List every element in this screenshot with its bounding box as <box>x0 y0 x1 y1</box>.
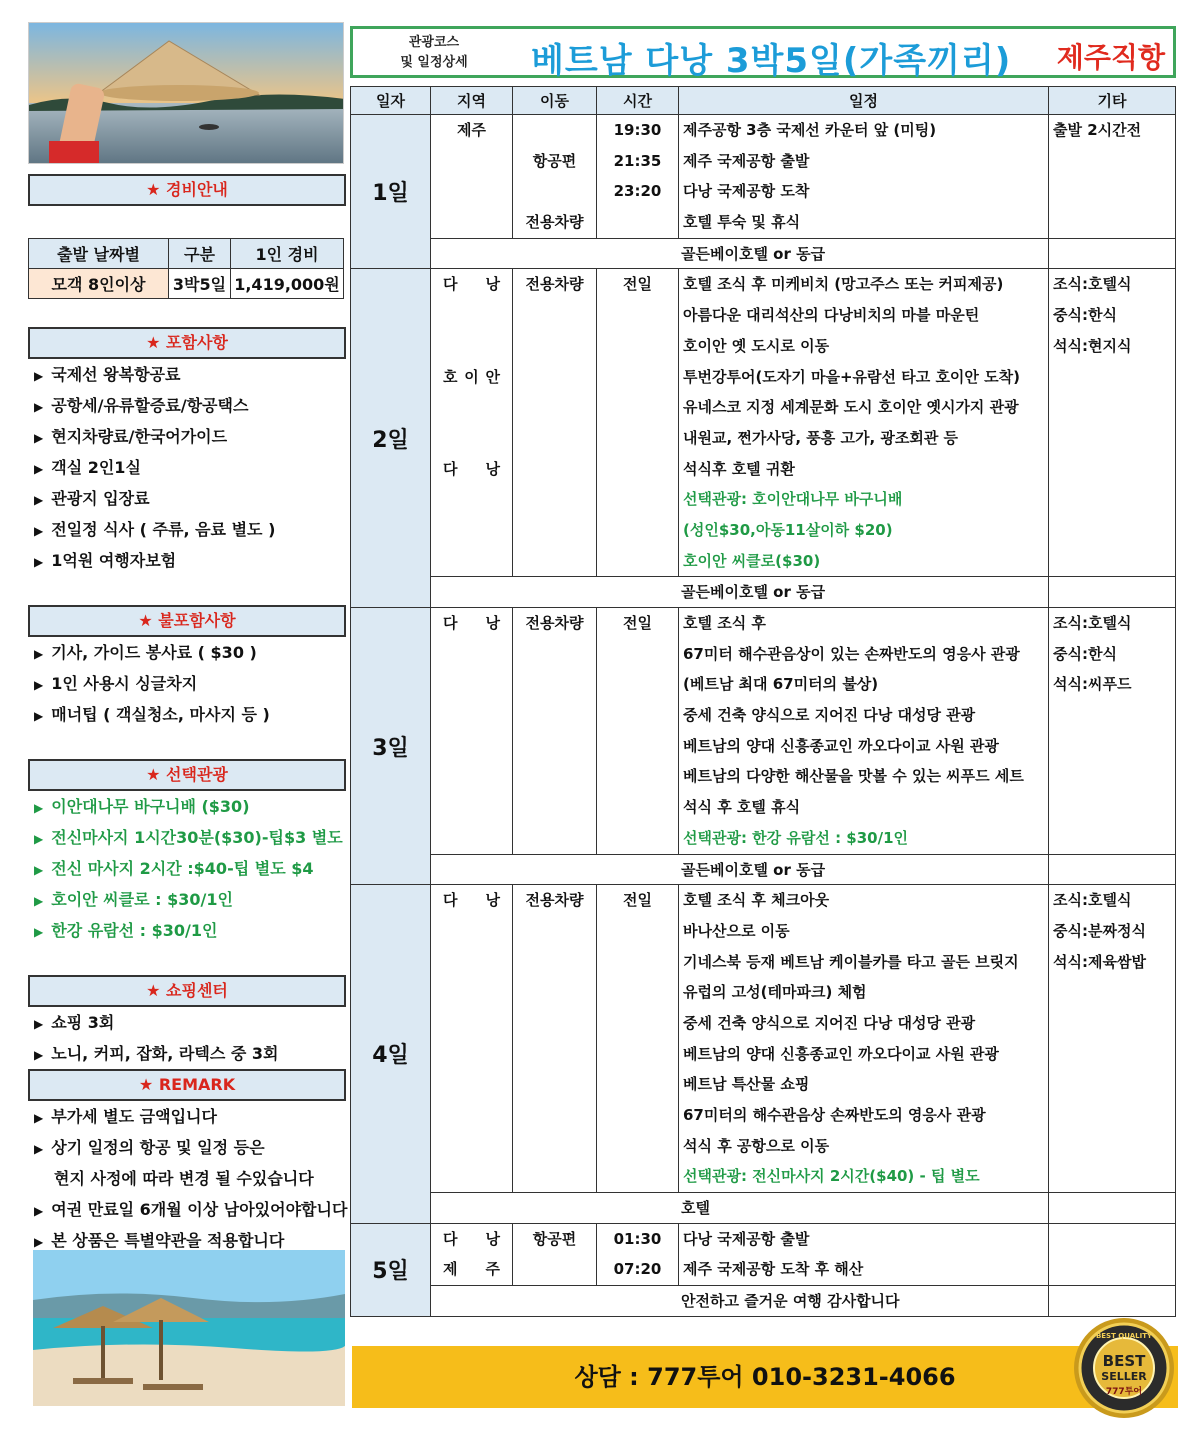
title-banner <box>350 26 1176 81</box>
time-cell <box>597 454 678 485</box>
schedule-cell: 호이안 씨클로($30) <box>683 551 821 570</box>
transport-cell <box>513 300 596 331</box>
column-header-day: 일자 <box>351 87 431 114</box>
schedule-cell: 제주 국제공항 출발 <box>683 151 810 170</box>
hotel-cell: 골든베이호텔 or 동급 <box>431 577 1049 607</box>
excluded-list <box>28 637 346 730</box>
list-item: ▶ 본 상품은 특별약관을 적용합니다 <box>28 1225 346 1256</box>
region-cell <box>431 1131 512 1162</box>
hotel-cell: 안전하고 즐거운 여행 감사합니다 <box>431 1286 1049 1316</box>
time-cell <box>597 207 678 238</box>
etc-cell: 조식:호텔식 <box>1053 275 1132 294</box>
transport-cell <box>513 761 596 792</box>
shopping-section-label: ★ 쇼핑센터 <box>28 975 346 1007</box>
region-cell <box>431 176 512 207</box>
transport-cell: 전용차량 <box>525 275 584 294</box>
time-column <box>597 269 679 576</box>
schedule-cell: 석식후 호텔 귀환 <box>683 459 795 478</box>
region-cell <box>431 1100 512 1131</box>
region-cell <box>431 515 512 546</box>
list-item: ▶ 노니, 커피, 잡화, 라텍스 중 3회 <box>28 1038 346 1069</box>
etc-cell <box>1049 207 1175 238</box>
region-cell <box>431 823 512 854</box>
transport-cell <box>513 792 596 823</box>
schedule-cell: 내원교, 쩐가사당, 풍흥 고가, 광조회관 등 <box>683 428 959 447</box>
optional-section-label: ★ 선택관광 <box>28 759 346 791</box>
region-char: 낭 <box>485 275 500 294</box>
etc-cell <box>1049 761 1175 792</box>
schedule-cell: 다낭 국제공항 출발 <box>683 1229 810 1248</box>
schedule-table <box>350 86 1176 1317</box>
hotel-etc-cell <box>1049 855 1175 885</box>
schedule-cell: 석식 후 공항으로 이동 <box>683 1136 830 1155</box>
time-cell <box>597 639 678 670</box>
list-item: ▶ 상기 일정의 항공 및 일정 등은 <box>28 1132 346 1163</box>
fee-cell-date: 모객 8인이상 <box>29 269 169 299</box>
region-column <box>431 1224 513 1285</box>
time-column <box>597 1224 679 1285</box>
move-column <box>513 269 597 576</box>
region-cell <box>431 792 512 823</box>
schedule-cell: 기네스북 등재 베트남 케이블카를 타고 골든 브릿지 <box>683 952 1019 971</box>
list-item: ▶ 현지차량료/한국어가이드 <box>28 421 346 452</box>
transport-cell <box>513 115 596 146</box>
transport-cell <box>513 977 596 1008</box>
etc-cell <box>1049 792 1175 823</box>
region-char: 제 <box>443 1260 458 1279</box>
time-cell <box>597 331 678 362</box>
hotel-cell: 호텔 <box>431 1193 1049 1223</box>
schedule-cell: 투번강투어(도자기 마을+유람선 타고 호이안 도착) <box>683 367 1020 386</box>
transport-cell <box>513 1254 596 1285</box>
schedule-cell: 호텔 조식 후 <box>683 614 766 632</box>
schedule-cell: 중세 건축 양식으로 지어진 다낭 대성당 관광 <box>683 1013 976 1032</box>
badge-ring-text: BEST QUALITY <box>1095 1332 1153 1340</box>
region-cell <box>431 1161 512 1192</box>
time-cell <box>597 1008 678 1039</box>
transport-cell: 항공편 <box>532 1229 577 1248</box>
list-item: ▶ 객실 2인1실 <box>28 452 346 483</box>
time-cell <box>597 362 678 393</box>
region-column <box>431 115 513 238</box>
region-cell <box>431 700 512 731</box>
time-cell <box>597 761 678 792</box>
fee-cell-price: 1,419,000원 <box>231 269 344 299</box>
beach-photo <box>33 1250 345 1406</box>
region-cell <box>431 947 512 978</box>
etc-cell <box>1049 484 1175 515</box>
banner-subtitle <box>375 33 493 73</box>
etc-column <box>1049 1224 1175 1285</box>
schedule-cell: 베트남의 양대 신흥종교인 까오다이교 사원 관광 <box>683 736 999 755</box>
list-item: ▶ 매너팁 ( 객실청소, 마사지 등 ) <box>28 699 346 730</box>
time-cell <box>597 423 678 454</box>
etc-cell: 석식:제육쌈밥 <box>1053 952 1146 971</box>
region-cell: 제주 <box>457 121 486 139</box>
schedule-cell: 유네스코 지정 세계문화 도시 호이안 옛시가지 관광 <box>683 398 1019 417</box>
list-item: ▶ 쇼핑 3회 <box>28 1007 346 1038</box>
transport-cell <box>513 1008 596 1039</box>
etc-cell <box>1049 515 1175 546</box>
column-header-region: 지역 <box>431 87 513 114</box>
time-cell: 19:30 <box>613 121 662 139</box>
schedule-cell: 호텔 투숙 및 휴식 <box>683 213 801 232</box>
time-cell <box>597 392 678 423</box>
etc-cell: 조식:호텔식 <box>1053 891 1132 910</box>
day-label: 5일 <box>351 1224 431 1316</box>
transport-cell <box>513 484 596 515</box>
column-header-etc: 기타 <box>1097 92 1127 110</box>
region-cell <box>431 1254 512 1285</box>
left-column <box>28 22 346 1256</box>
schedule-cell: 호텔 조식 후 미케비치 (망고주스 또는 커피제공) <box>683 275 1004 294</box>
transport-cell <box>513 392 596 423</box>
region-cell <box>431 300 512 331</box>
etc-cell <box>1049 1100 1175 1131</box>
time-cell <box>597 916 678 947</box>
list-item: ▶ 국제선 왕복항공료 <box>28 359 346 390</box>
schedule-cell: 유럽의 고성(테마파크) 체험 <box>683 983 867 1002</box>
move-column <box>513 115 597 238</box>
time-cell: 21:35 <box>613 151 662 170</box>
transport-cell: 전용차량 <box>525 213 584 232</box>
etc-cell <box>1049 362 1175 393</box>
region-column <box>431 269 513 576</box>
schedule-cell: 선택관광: 전신마사지 2시간($40) - 팁 별도 <box>683 1167 980 1186</box>
region-cell <box>431 146 512 177</box>
region-char: 다 <box>443 614 458 632</box>
badge-best-text: BEST <box>1102 1352 1146 1370</box>
region-char: 주 <box>485 1260 500 1279</box>
time-cell <box>597 977 678 1008</box>
transport-cell <box>513 1039 596 1070</box>
etc-cell <box>1049 1008 1175 1039</box>
region-cell <box>431 269 512 300</box>
time-cell <box>597 1131 678 1162</box>
schedule-cell: (성인$30,아동11살이하 $20) <box>683 520 893 539</box>
time-cell <box>597 1100 678 1131</box>
fee-section-label: ★ 경비안내 <box>28 174 346 206</box>
region-cell <box>431 761 512 792</box>
time-cell: 전일 <box>623 614 652 632</box>
list-item: ▶ 여권 만료일 6개월 이상 남아있어야합니다 <box>28 1194 346 1225</box>
region-char: 다 <box>443 459 458 478</box>
time-cell <box>597 792 678 823</box>
fee-header-type: 구분 <box>169 239 231 269</box>
schedule-cell: 베트남의 양대 신흥종교인 까오다이교 사원 관광 <box>683 1044 999 1063</box>
etc-cell <box>1049 1224 1175 1255</box>
time-column <box>597 115 679 238</box>
best-seller-badge <box>1072 1316 1176 1420</box>
page-title: 베트남 다낭 3박5일(가족끼리) <box>531 41 1012 81</box>
move-column <box>513 608 597 854</box>
transport-cell <box>513 1100 596 1131</box>
schedule-cell: (베트남 최대 67미터의 불상) <box>683 675 879 694</box>
list-item: ▶ 부가세 별도 금액입니다 <box>28 1101 346 1132</box>
region-cell <box>431 207 512 238</box>
transport-cell: 항공편 <box>532 151 577 170</box>
list-item: ▶ 전일정 식사 ( 주류, 음료 별도 ) <box>28 514 346 545</box>
etc-cell <box>1049 1131 1175 1162</box>
badge-seller-text: SELLER <box>1101 1370 1147 1383</box>
time-cell: 01:30 <box>613 1229 662 1248</box>
day-label: 3일 <box>351 608 431 884</box>
time-cell <box>597 947 678 978</box>
move-column <box>513 1224 597 1285</box>
column-header-schedule: 일정 <box>679 87 1049 114</box>
schedule-cell: 67미터의 해수관음상 손짜반도의 영응사 관광 <box>683 1106 986 1124</box>
etc-cell <box>1049 1039 1175 1070</box>
region-cell <box>431 1224 512 1255</box>
region-char: 호 <box>443 367 458 386</box>
hotel-cell: 골든베이호텔 or 동급 <box>431 239 1049 269</box>
day-label: 2일 <box>351 269 431 607</box>
time-column <box>597 885 679 1192</box>
etc-column <box>1049 269 1175 576</box>
etc-cell <box>1049 1069 1175 1100</box>
transport-cell <box>513 916 596 947</box>
schedule-cell: 베트남의 다양한 해산물을 맛볼 수 있는 씨푸드 세트 <box>683 767 1024 786</box>
remark-list <box>28 1101 346 1256</box>
region-char: 낭 <box>485 614 500 632</box>
etc-column <box>1049 608 1175 854</box>
region-char: 낭 <box>485 891 500 910</box>
fee-table <box>28 238 344 299</box>
schedule-cell: 아름다운 대리석산의 다낭비치의 마블 마운틴 <box>683 306 980 325</box>
etc-cell <box>1049 546 1175 577</box>
schedule-cell: 베트남 특산물 쇼핑 <box>683 1075 810 1094</box>
region-char: 낭 <box>485 1229 500 1248</box>
region-cell <box>431 484 512 515</box>
badge-brand-text: 777투어 <box>1105 1387 1143 1397</box>
schedule-column <box>679 1224 1049 1285</box>
schedule-cell: 호텔 조식 후 체크아웃 <box>683 891 830 910</box>
time-cell <box>597 300 678 331</box>
transport-cell <box>513 669 596 700</box>
transport-cell <box>513 454 596 485</box>
etc-cell: 석식:현지식 <box>1053 336 1132 355</box>
transport-cell <box>513 823 596 854</box>
day-block <box>351 115 1175 269</box>
etc-cell: 출발 2시간전 <box>1053 121 1142 139</box>
region-cell <box>431 885 512 916</box>
remark-section-label: ★ REMARK <box>28 1069 346 1101</box>
hero-photo-conical-hat <box>28 22 344 164</box>
region-char: 이 <box>464 367 479 386</box>
time-cell: 전일 <box>623 891 652 910</box>
schedule-cell: 67미터 해수관음상이 있는 손짜반도의 영응사 관광 <box>683 644 1020 663</box>
list-item: ▶ 1인 사용시 싱글차지 <box>28 668 346 699</box>
region-cell <box>431 1069 512 1100</box>
excluded-section-label: ★ 불포함사항 <box>28 605 346 637</box>
list-item: ▶ 한강 유람선 : $30/1인 <box>28 915 346 946</box>
included-list <box>28 359 346 576</box>
etc-cell: 중식:한식 <box>1053 644 1117 663</box>
region-cell <box>431 423 512 454</box>
time-cell <box>597 669 678 700</box>
etc-cell <box>1049 700 1175 731</box>
region-cell <box>431 916 512 947</box>
region-cell <box>431 1008 512 1039</box>
list-item: ▶ 관광지 입장료 <box>28 483 346 514</box>
time-cell <box>597 823 678 854</box>
day-blocks <box>351 115 1175 1316</box>
time-cell: 23:20 <box>613 182 662 201</box>
region-cell <box>431 608 512 639</box>
etc-cell <box>1049 176 1175 207</box>
time-cell: 전일 <box>623 275 652 294</box>
time-cell: 07:20 <box>613 1260 662 1279</box>
list-item: ▶ 이안대나무 바구니배 ($30) <box>28 791 346 822</box>
schedule-column <box>679 269 1049 576</box>
region-char: 낭 <box>485 459 500 478</box>
banner-subtitle-line1: 관광코스 <box>408 35 460 50</box>
region-cell <box>431 639 512 670</box>
time-cell <box>597 731 678 762</box>
day-block <box>351 1224 1175 1316</box>
schedule-cell: 제주공항 3층 국제선 카운터 앞 (미팅) <box>683 121 937 139</box>
region-cell <box>431 669 512 700</box>
list-item: ▶ 1억원 여행자보험 <box>28 545 346 576</box>
shopping-list <box>28 1007 346 1069</box>
transport-cell <box>513 331 596 362</box>
day-block <box>351 885 1175 1224</box>
etc-cell: 중식:한식 <box>1053 306 1117 325</box>
hotel-etc-cell <box>1049 577 1175 607</box>
list-item: ▶ 기사, 가이드 봉사료 ( $30 ) <box>28 637 346 668</box>
time-cell <box>597 484 678 515</box>
schedule-cell: 선택관광: 한강 유람선 : $30/1인 <box>683 828 909 847</box>
region-column <box>431 608 513 854</box>
region-cell <box>431 331 512 362</box>
transport-cell <box>513 1131 596 1162</box>
transport-cell <box>513 1161 596 1192</box>
region-cell <box>431 546 512 577</box>
region-cell <box>431 362 512 393</box>
etc-cell <box>1049 392 1175 423</box>
fee-cell-type: 3박5일 <box>169 269 231 299</box>
etc-cell <box>1049 423 1175 454</box>
time-cell <box>597 546 678 577</box>
schedule-cell: 바나산으로 이동 <box>683 921 790 940</box>
transport-cell <box>513 362 596 393</box>
list-item: ▶ 전신 마사지 2시간 :$40-팁 별도 $4 <box>28 853 346 884</box>
region-cell <box>431 1039 512 1070</box>
list-item: ▶ 전신마사지 1시간30분($30)-팁$3 별도 <box>28 822 346 853</box>
time-cell <box>597 700 678 731</box>
schedule-column <box>679 115 1049 238</box>
time-column <box>597 608 679 854</box>
transport-cell: 전용차량 <box>525 614 584 632</box>
schedule-column <box>679 885 1049 1192</box>
region-char: 다 <box>443 891 458 910</box>
hotel-etc-cell <box>1049 239 1175 269</box>
schedule-table-header <box>351 87 1175 115</box>
time-cell <box>597 1039 678 1070</box>
day-label: 1일 <box>351 115 431 268</box>
list-item: ▶ 호이안 씨클로 : $30/1인 <box>28 884 346 915</box>
schedule-cell: 석식 후 호텔 휴식 <box>683 798 801 817</box>
day-label: 4일 <box>351 885 431 1223</box>
list-item: 현지 사정에 따라 변경 될 수있습니다 <box>54 1169 314 1188</box>
hotel-cell: 골든베이호텔 or 동급 <box>431 855 1049 885</box>
transport-cell <box>513 176 596 207</box>
time-cell <box>597 1069 678 1100</box>
etc-cell <box>1049 146 1175 177</box>
list-item: ▶ 공항세/유류할증료/항공택스 <box>28 390 346 421</box>
transport-cell <box>513 639 596 670</box>
etc-cell <box>1049 731 1175 762</box>
transport-cell <box>513 700 596 731</box>
region-cell <box>431 731 512 762</box>
schedule-cell: 제주 국제공항 도착 후 해산 <box>683 1260 864 1279</box>
schedule-column <box>679 608 1049 854</box>
region-cell <box>431 392 512 423</box>
etc-cell <box>1049 454 1175 485</box>
schedule-cell: 중세 건축 양식으로 지어진 다낭 대성당 관광 <box>683 706 976 725</box>
region-cell <box>431 454 512 485</box>
region-char: 안 <box>485 367 500 386</box>
etc-cell <box>1049 823 1175 854</box>
column-header-transport: 이동 <box>513 87 597 114</box>
etc-cell: 석식:씨푸드 <box>1053 675 1132 694</box>
optional-list <box>28 791 346 946</box>
contact-banner: 상담 : 777투어 010-3231-4066 <box>352 1346 1178 1408</box>
transport-cell <box>513 947 596 978</box>
region-column <box>431 885 513 1192</box>
transport-cell <box>513 515 596 546</box>
move-column <box>513 885 597 1192</box>
schedule-cell: 호이안 옛 도시로 이동 <box>683 336 830 355</box>
etc-cell <box>1049 1161 1175 1192</box>
time-cell <box>597 1161 678 1192</box>
etc-column <box>1049 115 1175 238</box>
column-header-time: 시간 <box>597 87 679 114</box>
day-block <box>351 269 1175 608</box>
etc-cell <box>1049 1254 1175 1285</box>
region-cell <box>431 977 512 1008</box>
day-block <box>351 608 1175 885</box>
time-cell <box>597 515 678 546</box>
fee-header-date: 출발 날짜별 <box>29 239 169 269</box>
fee-header-price: 1인 경비 <box>231 239 344 269</box>
schedule-cell: 다낭 국제공항 도착 <box>683 182 810 201</box>
banner-subtitle-line2: 및 일정상세 <box>400 55 468 70</box>
transport-cell <box>513 1069 596 1100</box>
etc-cell: 중식:분짜정식 <box>1053 921 1146 940</box>
schedule-cell: 선택관광: 호이안대나무 바구니배 <box>683 490 903 509</box>
hotel-etc-cell <box>1049 1193 1175 1223</box>
transport-cell <box>513 546 596 577</box>
transport-cell <box>513 423 596 454</box>
transport-cell <box>513 731 596 762</box>
included-section-label: ★ 포함사항 <box>28 327 346 359</box>
region-char: 다 <box>443 1229 458 1248</box>
etc-cell <box>1049 977 1175 1008</box>
etc-column <box>1049 885 1175 1192</box>
departure-label: 제주직항 <box>1056 41 1165 74</box>
region-char: 다 <box>443 275 458 294</box>
hotel-etc-cell <box>1049 1286 1175 1316</box>
etc-cell: 조식:호텔식 <box>1053 614 1132 632</box>
transport-cell: 전용차량 <box>525 891 584 910</box>
